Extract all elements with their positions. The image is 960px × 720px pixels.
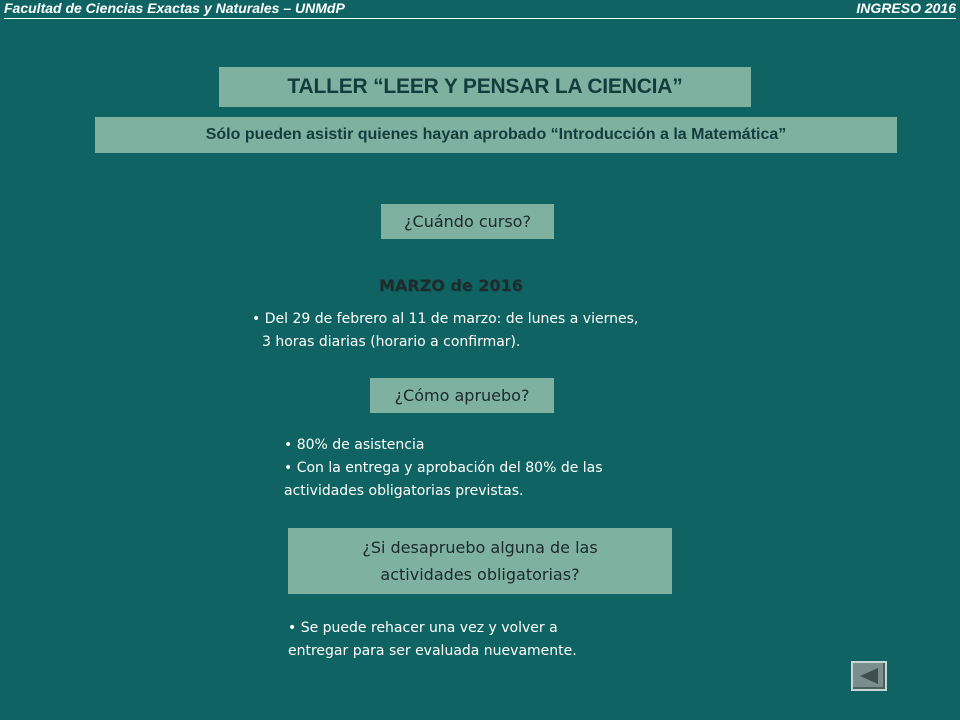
- fail-question-line-1: ¿Si desapruebo alguna de las: [362, 538, 598, 557]
- workshop-title: TALLER “LEER Y PENSAR LA CIENCIA”: [219, 67, 751, 107]
- header-bar: [4, 0, 956, 19]
- faculty-name: Facultad de Ciencias Exactas y Naturales – UNMdP: [4, 0, 345, 16]
- requirement-subtitle: Sólo pueden asistir quienes hayan aprobado “Introducción a la Matemática”: [95, 117, 897, 153]
- schedule-line-1: • Del 29 de febrero al 11 de marzo: de lunes a viernes,: [252, 308, 732, 331]
- back-arrow-icon: [858, 667, 880, 685]
- schedule-line-2: 3 horas diarias (horario a confirmar).: [262, 334, 521, 350]
- month-heading: MARZO de 2016: [379, 276, 523, 295]
- fail-question-line-2: actividades obligatorias?: [380, 565, 580, 584]
- how-question: ¿Cómo apruebo?: [370, 378, 554, 413]
- back-button[interactable]: [851, 661, 887, 691]
- redo-line-2: entregar para ser evaluada nuevamente.: [288, 643, 577, 659]
- approval-item-2: • Con la entrega y aprobación del 80% de las: [284, 457, 704, 480]
- fail-question: [288, 528, 672, 594]
- approval-item-2-cont: actividades obligatorias previstas.: [284, 483, 524, 499]
- approval-item-1: • 80% de asistencia: [284, 434, 704, 457]
- redo-line-1: • Se puede rehacer una vez y volver a: [288, 617, 668, 640]
- schedule-list: [252, 308, 732, 354]
- when-question: ¿Cuándo curso?: [381, 204, 554, 239]
- admission-year: INGRESO 2016: [856, 0, 956, 16]
- redo-list: [288, 617, 668, 663]
- approval-list: [284, 434, 704, 503]
